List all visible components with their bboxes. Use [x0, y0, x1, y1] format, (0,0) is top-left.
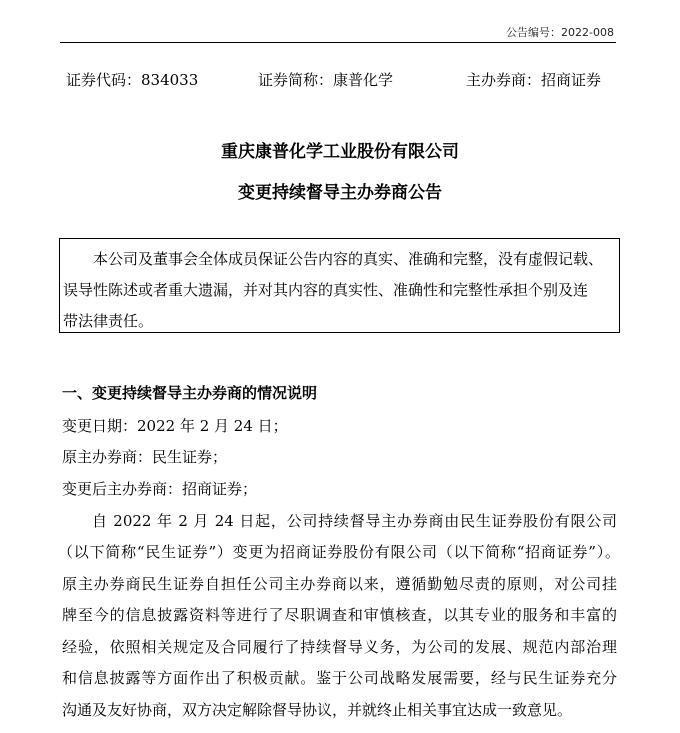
company-title: 重庆康普化学工业股份有限公司: [221, 142, 459, 162]
paragraph-line: 经验，依照相关规定及合同履行了持续督导义务，为公司的发展、规范内部治理: [62, 638, 617, 656]
change-date: 变更日期：2022 年 2 月 24 日；: [62, 417, 288, 435]
announcement-number: 公告编号：2022-008: [506, 26, 614, 39]
disclaimer-line: 误导性陈述或者重大遗漏，并对其内容的真实性、准确性和完整性承担个别及连: [63, 281, 589, 299]
securities-info-line: [66, 69, 618, 89]
paragraph-line: （以下简称“民生证券”）变更为招商证券股份有限公司（以下简称“招商证券”）。: [58, 543, 620, 561]
new-broker: 变更后主办券商：招商证券；: [62, 480, 258, 498]
disclaimer-line: 本公司及董事会全体成员保证公告内容的真实、准确和完整，没有虚假记载、: [93, 250, 604, 268]
header-divider: [60, 42, 616, 43]
original-broker: 原主办券商：民生证券；: [62, 448, 228, 466]
paragraph-line: 牌至今的信息披露资料等进行了尽职调查和审慎核查，以其专业的服务和丰富的: [62, 606, 617, 624]
paragraph-line: 沟通及友好协商，双方决定解除督导协议，并就终止相关事宜达成一致意见。: [62, 701, 573, 719]
announcement-title: 变更持续督导主办券商公告: [238, 183, 442, 203]
lead-broker: 主办券商：招商证券: [466, 71, 602, 89]
security-short-name: 证券简称：康普化学: [258, 71, 394, 89]
disclaimer-line: 带法律责任。: [63, 312, 154, 330]
section-heading: 一、变更持续督导主办券商的情况说明: [62, 384, 318, 402]
security-code: 证券代码：834033: [66, 71, 199, 89]
paragraph-line: 和信息披露等方面作出了积极贡献。鉴于公司战略发展需要，经与民生证券充分: [62, 669, 617, 687]
paragraph-line: 自 2022 年 2 月 24 日起，公司持续督导主办券商由民生证券股份有限公司: [92, 512, 617, 530]
paragraph-line: 原主办券商民生证券自担任公司主办券商以来，遵循勤勉尽责的原则，对公司挂: [62, 575, 617, 593]
disclaimer-box: [59, 238, 620, 333]
